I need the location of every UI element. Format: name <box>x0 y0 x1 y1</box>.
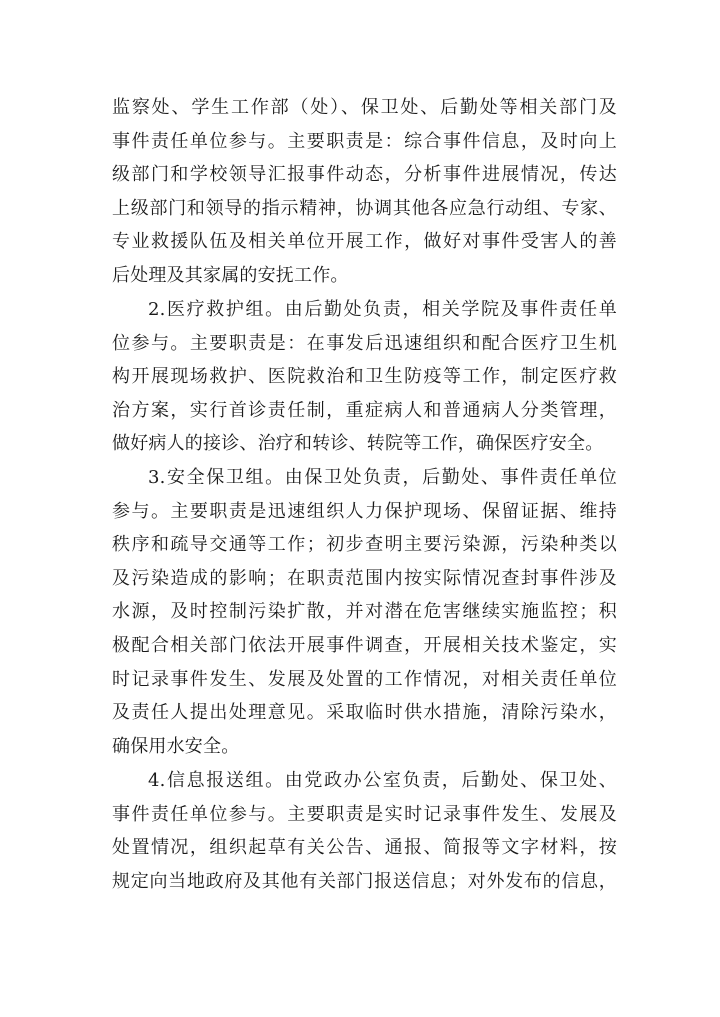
paragraph-security-group <box>112 461 617 763</box>
text-line: 治方案，实行首诊责任制，重症病人和普通病人分类管理， <box>112 399 617 421</box>
text-line: 做好病人的接诊、治疗和转诊、转院等工作，确保医疗安全。 <box>112 433 604 455</box>
paragraph-command-group-duties <box>112 91 617 293</box>
text-line: 4.信息报送组。由党政办公室负责，后勤处、保卫处、 <box>148 770 617 791</box>
text-line: 规定向当地政府及其他有关部门报送信息；对外发布的信息， <box>112 870 617 892</box>
text-line: 水源，及时控制污染扩散，并对潜在危害继续实施监控；积 <box>112 601 617 623</box>
text-line: 构开展现场救护、医院救治和卫生防疫等工作，制定医疗救 <box>112 366 617 388</box>
text-line: 上级部门和领导的指示精神，协调其他各应急行动组、专家、 <box>112 197 617 219</box>
text-line: 事件责任单位参与。主要职责是实时记录事件发生、发展及 <box>112 803 617 825</box>
text-line: 秩序和疏导交通等工作；初步查明主要污染源，污染种类以 <box>112 534 617 556</box>
text-line: 确保用水安全。 <box>112 735 240 757</box>
text-line: 后处理及其家属的安抚工作。 <box>112 264 349 286</box>
text-line: 监察处、学生工作部（处）、保卫处、后勤处等相关部门及 <box>112 97 617 118</box>
text-line: 处置情况，组织起草有关公告、通报、简报等文字材料，按 <box>112 837 617 859</box>
text-line: 极配合相关部门依法开展事件调查，开展相关技术鉴定，实 <box>112 634 617 656</box>
paragraph-information-reporting-group <box>112 764 617 898</box>
text-line: 3.安全保卫组。由保卫处负责，后勤处、事件责任单位 <box>148 467 617 488</box>
text-line: 事件责任单位参与。主要职责是：综合事件信息，及时向上 <box>112 130 617 152</box>
text-line: 及责任人提出处理意见。采取临时供水措施，清除污染水， <box>112 702 617 724</box>
text-line: 2.医疗救护组。由后勤处负责，相关学院及事件责任单 <box>148 299 617 320</box>
text-line: 位参与。主要职责是：在事发后迅速组织和配合医疗卫生机 <box>112 332 617 354</box>
text-line: 及污染造成的影响；在职责范围内按实际情况查封事件涉及 <box>112 567 617 589</box>
text-line: 时记录事件发生、发展及处置的工作情况，对相关责任单位 <box>112 668 617 690</box>
text-line: 专业救援队伍及相关单位开展工作，做好对事件受害人的善 <box>112 231 617 253</box>
paragraph-medical-rescue-group <box>112 293 617 461</box>
text-line: 参与。主要职责是迅速组织人力保护现场、保留证据、维持 <box>112 500 617 522</box>
text-line: 级部门和学校领导汇报事件动态，分析事件进展情况，传达 <box>112 164 617 186</box>
